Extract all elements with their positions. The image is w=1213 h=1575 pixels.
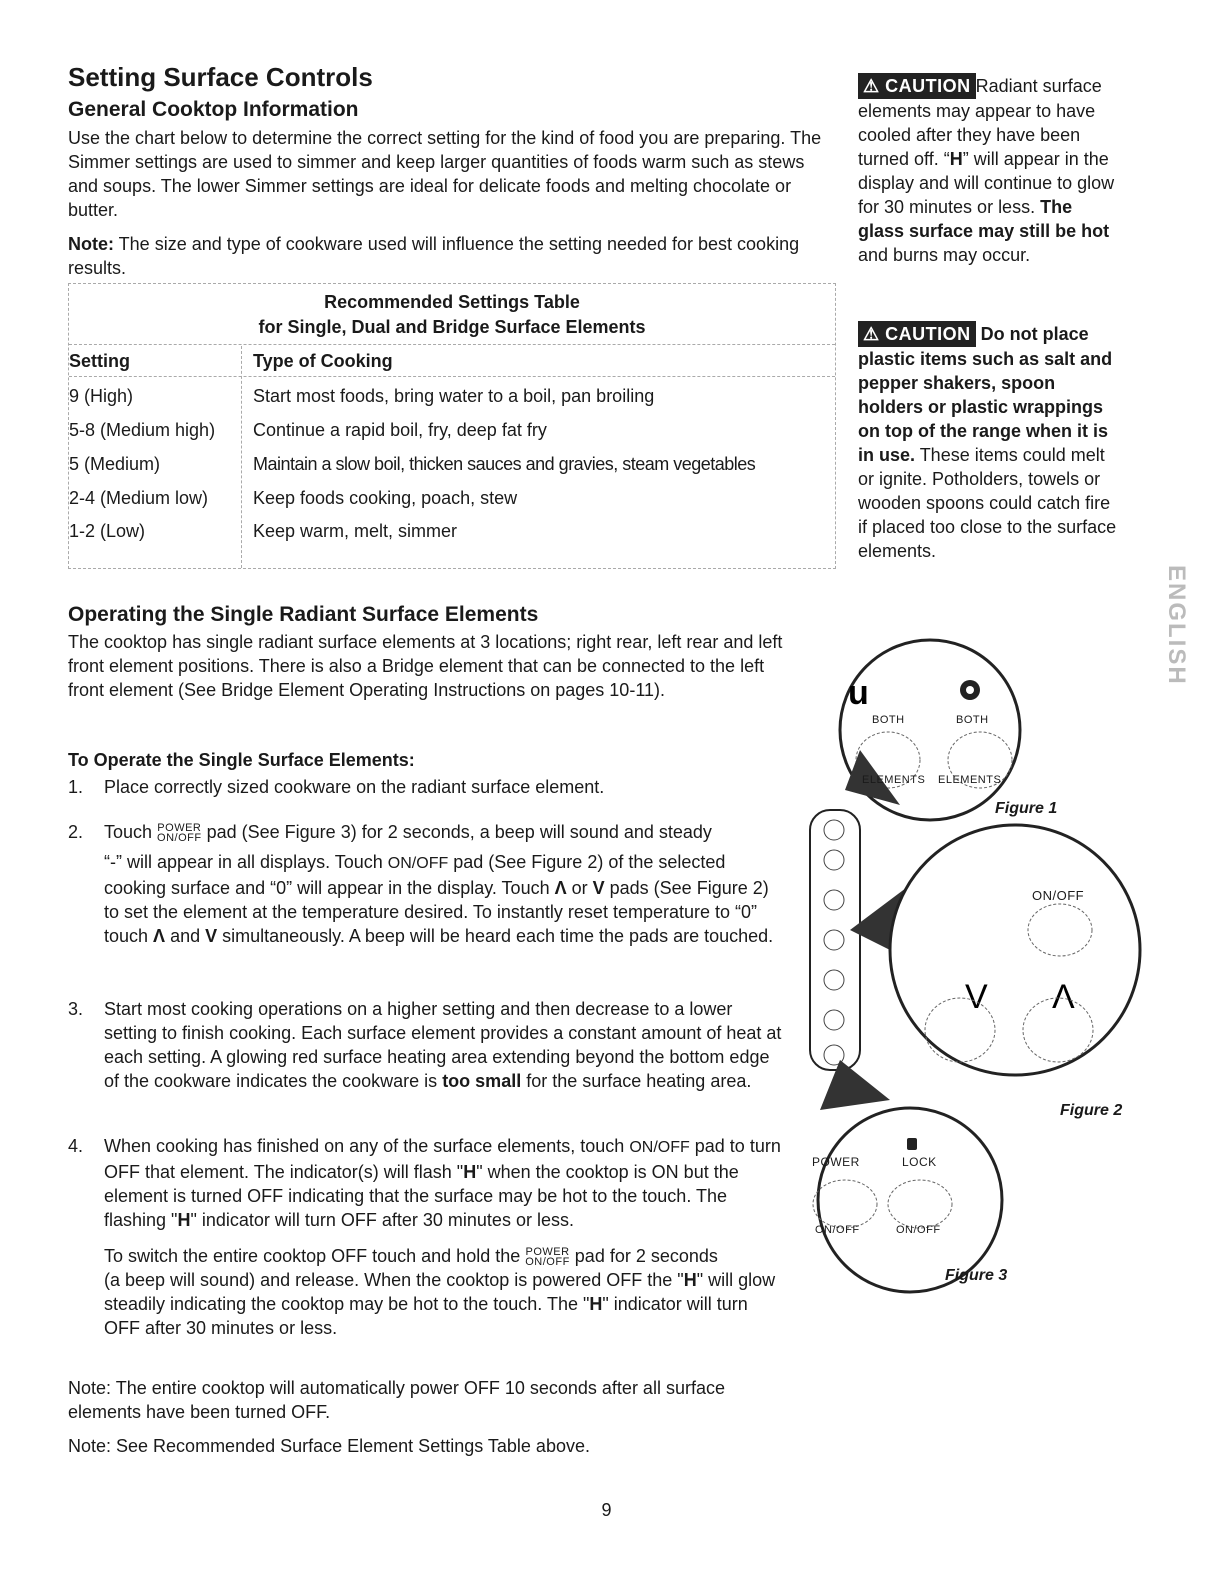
up-arrow-icon: Λ (153, 926, 166, 946)
onoff-label: ON/OFF (525, 1256, 570, 1269)
table-row-1-cooking: Continue a rapid boil, fry, deep fat fry (253, 420, 547, 440)
step-4-i: " indicator will turn OFF after 30 minutes or less. (104, 1294, 748, 1338)
caution-1-bold: The glass surface may still be hot (858, 197, 1110, 241)
page-title: Setting Surface Controls (68, 62, 373, 92)
side-tab-english: ENGLISH (1163, 565, 1190, 686)
note-auto-off: Note: The entire cooktop will automatically power OFF 10 seconds after all surface elements have been turned OFF. (68, 1378, 725, 1422)
step-2-number: 2. (68, 822, 84, 842)
caution-badge-2: ⚠ CAUTION (858, 321, 976, 347)
power-onoff-label (157, 823, 202, 843)
figure-2-label: Figure 2 (1060, 1102, 1123, 1119)
caution-badge-1-text: CAUTION (885, 76, 971, 96)
table-row-3-setting: 2-4 (Medium low) (69, 488, 209, 508)
fig3-power: POWER (812, 1155, 860, 1169)
onoff-inline: ON/OFF (387, 855, 449, 872)
step-4-f: pad for 2 seconds (569, 1246, 718, 1266)
general-heading: General Cooktop Information (68, 98, 359, 121)
power-label: POWER (525, 1246, 570, 1259)
operating-subheading: To Operate the Single Surface Elements: (68, 750, 415, 770)
figure-1-label: Figure 1 (995, 800, 1058, 817)
fig3-lock: LOCK (902, 1155, 937, 1169)
step-3-a: Start most cooking operations on a higher setting and then decrease to a lower setting to finish cooking. Each surface element provides a constant amount of heat at each setting. A glowing red surface heating area extending beyond the bottom edge of the cookware indicates the cookware is (104, 999, 782, 1091)
down-arrow-icon: V (592, 878, 605, 898)
note-label: Note: (68, 234, 114, 254)
step-4-h: " will glow steadily indicating the cooktop may be hot to the touch. The " (104, 1270, 776, 1314)
table-row-1-setting: 5-8 (Medium high) (69, 420, 216, 440)
step-4-a: When cooking has finished on any of the surface elements, touch (104, 1136, 630, 1156)
table-row-3-cooking: Keep foods cooking, poach, stew (253, 488, 518, 508)
table-row-2-cooking: Maintain a slow boil, thicken sauces and gravies, steam vegetables (253, 454, 756, 474)
control-panel-figures (790, 630, 1150, 1300)
table-row-2-setting: 5 (Medium) (69, 454, 161, 474)
operating-heading: Operating the Single Radiant Surface Elements (68, 603, 539, 626)
power-label: POWER (157, 822, 202, 835)
fig1-elements-right: ELEMENTS (938, 774, 1002, 786)
step-2-b: pad (See Figure 3) for 2 seconds, a beep will sound and steady (201, 822, 712, 842)
step-4-text (104, 1134, 784, 1340)
figure-2-circle (890, 825, 1140, 1075)
step-2-and: and (165, 926, 206, 946)
h-indicator: H (589, 1294, 603, 1314)
table-header-cooking: Type of Cooking (253, 351, 393, 371)
fig1-elements-left: ELEMENTS (862, 774, 926, 786)
step-3-b: for the surface heating area. (521, 1071, 752, 1091)
fig1-both-right: BOTH (956, 714, 989, 726)
caution-badge-1: ⚠ CAUTION (858, 73, 976, 99)
table-row-0-setting: 9 (High) (69, 386, 134, 406)
caution-1-text-b: ” will appear in the display and will continue to glow for 30 minutes or less. (858, 149, 1115, 217)
step-2-f: simultaneously. A beep will be heard each time the pads are touched. (217, 926, 774, 946)
figure-3-circle (818, 1108, 1002, 1292)
caution-2-text: These items could melt or ignite. Potholders, towels or wooden spoons could catch fire if placed too close to the surface elements. (858, 445, 1117, 561)
step-2-c: “-” will appear in all displays. Touch (104, 852, 388, 872)
step-2-text (104, 820, 784, 948)
note-text: The size and type of cookware used will influence the setting needed for best cooking results. (68, 234, 800, 278)
down-arrow-icon: V (205, 926, 218, 946)
table-header-setting: Setting (69, 351, 130, 371)
general-paragraph: Use the chart below to determine the correct setting for the kind of food you are preparing. The Simmer settings are used to simmer and keep larger quantities of foods warm such as stews and soups. The lower Simmer settings are ideal for delicate foods and melting chocolate or butter. (68, 128, 822, 220)
bridge-icon: u (848, 674, 869, 712)
caution-1-text-c: and burns may occur. (858, 245, 1031, 265)
step-1-text: Place correctly sized cookware on the radiant surface element. (104, 777, 605, 797)
step-1-number: 1. (68, 777, 84, 797)
up-arrow-icon: Λ (1052, 978, 1075, 1016)
table-row-4-cooking: Keep warm, melt, simmer (253, 521, 458, 541)
step-4-c: " when the cooktop is ON but the element is turned OFF indicating that the surface may be hot to the touch. The flashing " (104, 1162, 739, 1230)
operating-paragraph: The cooktop has single radiant surface elements at 3 locations; right rear, left rear and left front element positions. There is also a Bridge element that can be connected to the left front element (See Bridge Element Operating Instructions on pages 10-11). (68, 632, 783, 700)
page-number: 9 (601, 1500, 612, 1520)
caution-badge-2-text: CAUTION (885, 324, 971, 344)
step-3-bold: too small (442, 1071, 522, 1091)
fig2-onoff: ON/OFF (1032, 888, 1085, 903)
table-row-0-cooking: Start most foods, bring water to a boil, pan broiling (253, 386, 655, 406)
step-4-e: To switch the entire cooktop OFF touch and hold the (104, 1246, 526, 1266)
step-2-a: Touch (104, 822, 158, 842)
down-arrow-icon: V (965, 978, 988, 1016)
caution-block-2 (858, 321, 1120, 563)
step-3-text (104, 997, 784, 1093)
figure-3-label: Figure 3 (945, 1267, 1008, 1284)
onoff-inline: ON/OFF (629, 1139, 690, 1156)
control-panel-strip (810, 810, 860, 1070)
fig3-onoff-left: ON/OFF (815, 1224, 860, 1236)
step-4-g: (a beep will sound) and release. When the cooktop is powered OFF the " (104, 1270, 684, 1290)
step-3-number: 3. (68, 999, 84, 1019)
up-arrow-icon: Λ (554, 878, 567, 898)
step-2-e: pads (See Figure 2) to set the element at the temperature desired. To instantly reset temperature to “0” touch (104, 878, 769, 946)
h-indicator: H (683, 1270, 697, 1290)
general-note (68, 232, 838, 280)
power-onoff-label (525, 1247, 570, 1267)
note-see-table: Note: See Recommended Surface Element Settings Table above. (68, 1436, 590, 1456)
caution-block-1 (858, 73, 1120, 267)
table-title-2: for Single, Dual and Bridge Surface Elements (258, 317, 646, 337)
step-2-d: pad (See Figure 2) of the selected cooking surface and “0” will appear in the display. Touch (104, 852, 726, 898)
onoff-label: ON/OFF (157, 832, 202, 845)
h-indicator: H (177, 1210, 191, 1230)
fig1-both-left: BOTH (872, 714, 905, 726)
lock-icon (907, 1138, 917, 1150)
step-4-number: 4. (68, 1136, 84, 1156)
settings-table (68, 283, 836, 569)
caution-1-text-a: Radiant surface elements may appear to have cooled after they have been turned off. “ (858, 76, 1102, 169)
table-divider (69, 344, 835, 345)
caution-1-h: H (949, 149, 963, 169)
step-2-or: or (566, 878, 593, 898)
step-4-d: " indicator will turn OFF after 30 minutes or less. (190, 1210, 574, 1230)
table-title-1: Recommended Settings Table (324, 292, 580, 312)
table-row-4-setting: 1-2 (Low) (69, 521, 146, 541)
caution-2-bold: Do not place plastic items such as salt and pepper shakers, spoon holders or plastic wrappings on top of the range when it is in use. (858, 324, 1113, 465)
table-column-divider (241, 346, 242, 568)
h-indicator: H (463, 1162, 477, 1182)
fig3-onoff-right: ON/OFF (896, 1224, 941, 1236)
table-header-divider (69, 376, 835, 377)
step-4-b: pad to turn OFF that element. The indicator(s) will flash " (104, 1136, 781, 1182)
